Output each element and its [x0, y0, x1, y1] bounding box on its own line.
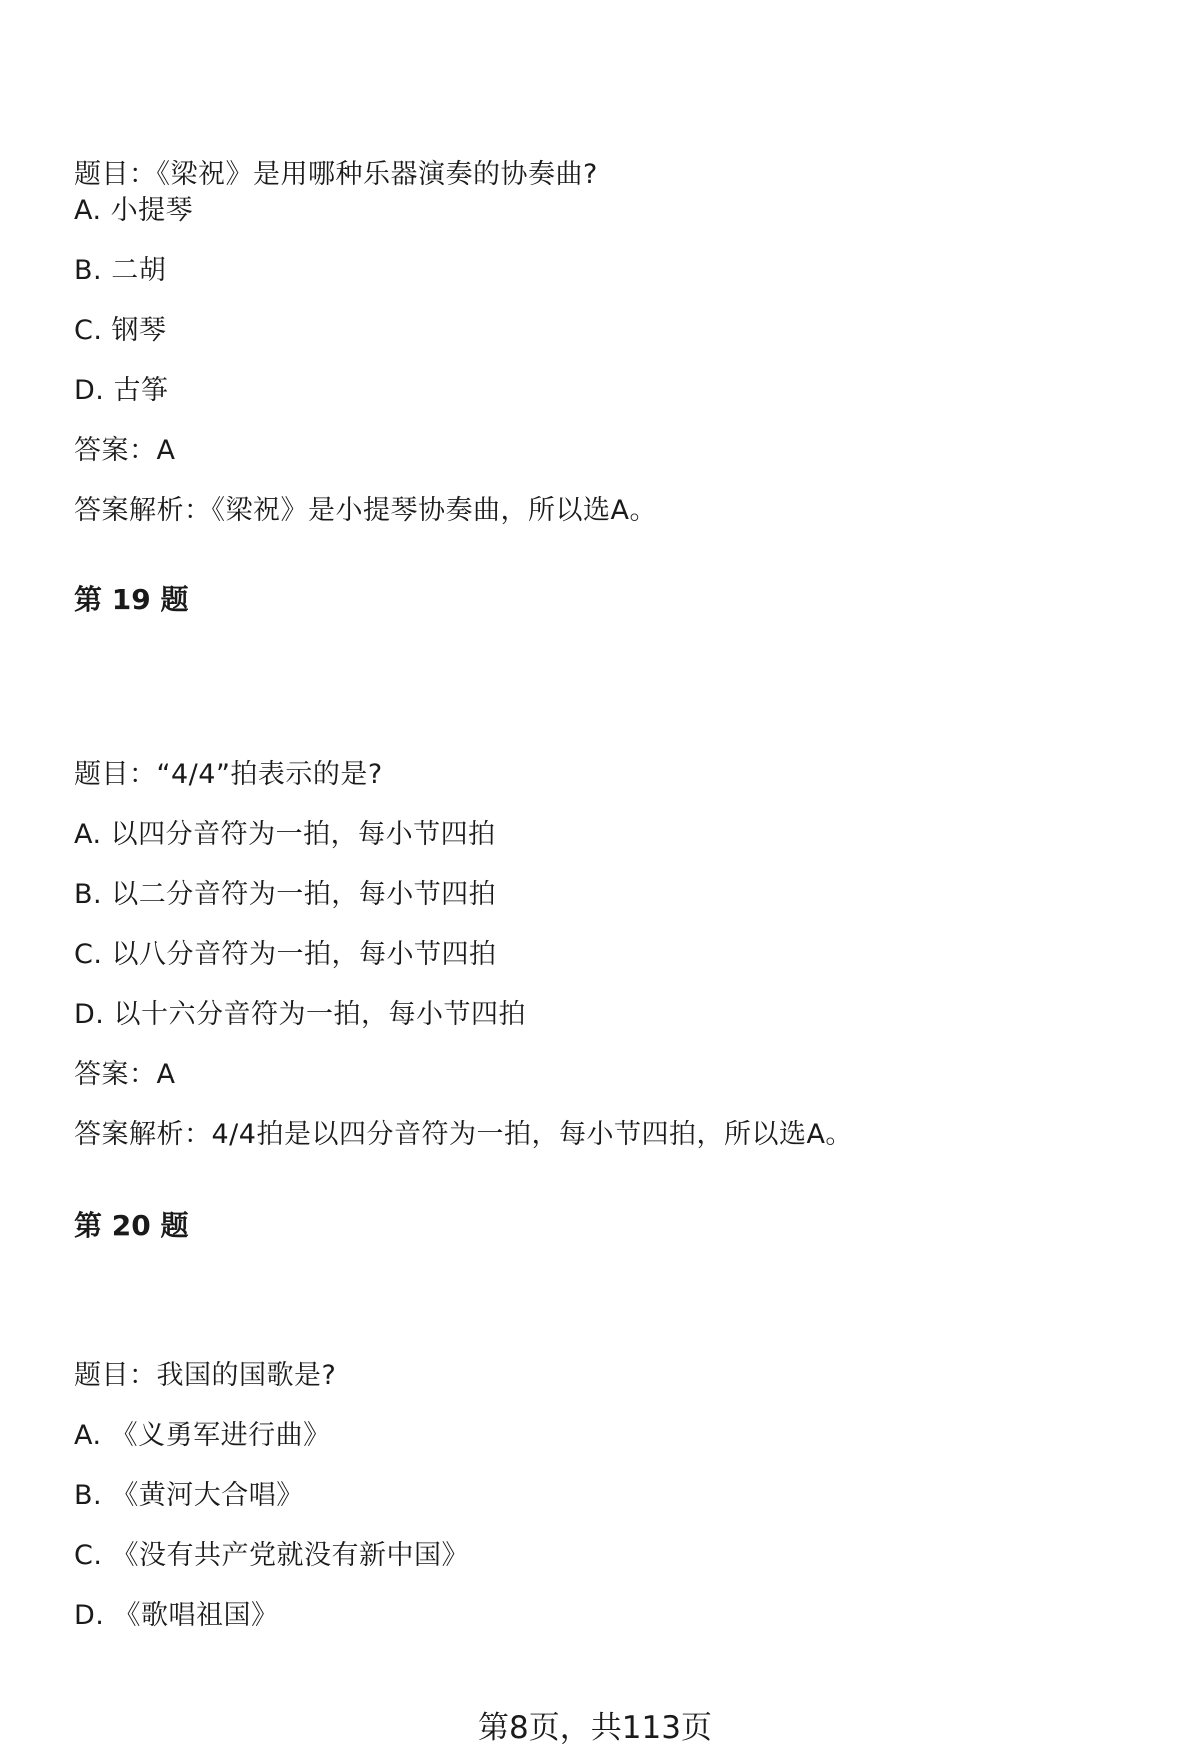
question-19-heading: 第 19 题 [74, 583, 189, 616]
question-18-option-a: A. 小提琴 [74, 195, 194, 226]
question-18-answer: 答案：A [74, 435, 176, 466]
question-19-answer: 答案：A [74, 1059, 176, 1090]
question-19-explanation: 答案解析：4/4拍是以四分音符为一拍，每小节四拍，所以选A。 [74, 1119, 853, 1150]
question-18-text: 题目：《梁祝》是用哪种乐器演奏的协奏曲? [74, 159, 598, 190]
question-20-text: 题目：我国的国歌是? [74, 1360, 337, 1391]
question-20-option-d: D. 《歌唱祖国》 [74, 1600, 279, 1631]
question-18-option-d: D. 古筝 [74, 375, 169, 406]
question-18-explanation: 答案解析：《梁祝》是小提琴协奏曲，所以选A。 [74, 495, 657, 526]
question-20-option-c: C. 《没有共产党就没有新中国》 [74, 1540, 470, 1571]
page-number-footer: 第8页，共113页 [478, 1710, 712, 1746]
question-20-option-a: A. 《义勇军进行曲》 [74, 1420, 331, 1451]
question-20-heading: 第 20 题 [74, 1209, 189, 1242]
question-18-option-b: B. 二胡 [74, 255, 167, 286]
question-18-option-c: C. 钢琴 [74, 315, 167, 346]
question-19-text: 题目：“4/4”拍表示的是? [74, 759, 383, 790]
question-19-option-d: D. 以十六分音符为一拍，每小节四拍 [74, 999, 526, 1030]
question-19-option-b: B. 以二分音符为一拍，每小节四拍 [74, 879, 497, 910]
question-20-option-b: B. 《黄河大合唱》 [74, 1480, 304, 1511]
question-19-option-c: C. 以八分音符为一拍，每小节四拍 [74, 939, 497, 970]
question-19-option-a: A. 以四分音符为一拍，每小节四拍 [74, 819, 496, 850]
